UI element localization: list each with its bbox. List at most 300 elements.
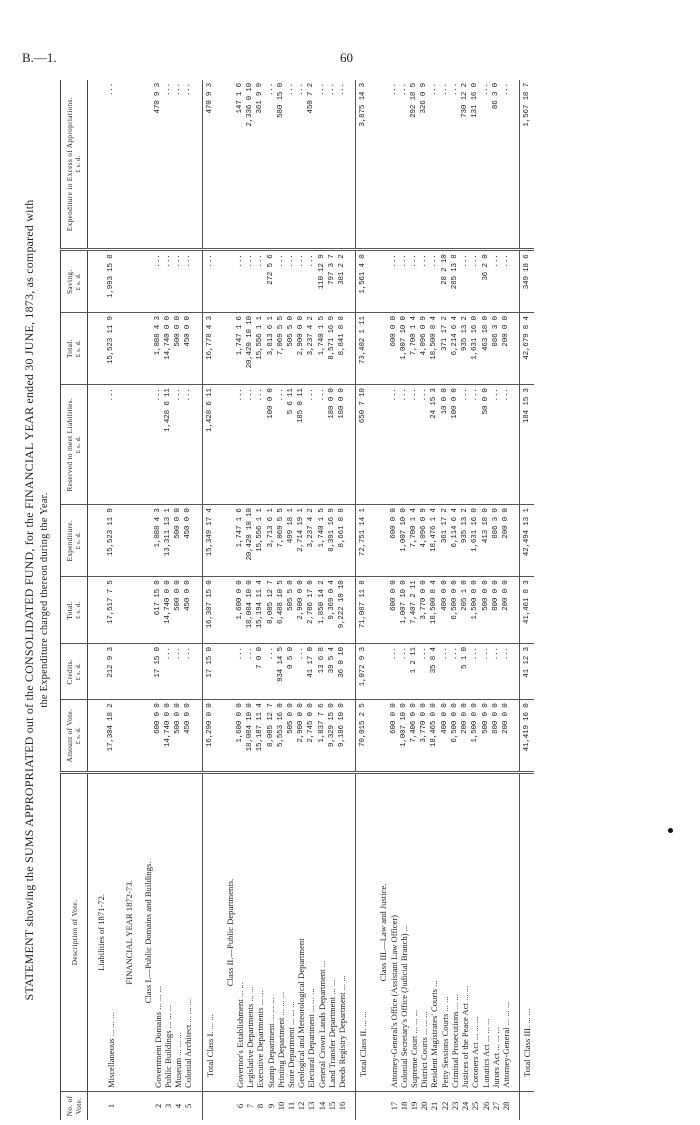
cell-reserved: 185 0 11	[296, 385, 306, 505]
cell-expenditure: 7,069 5 5	[276, 505, 286, 577]
cell-total2: 935 13 2	[460, 313, 470, 385]
empty-cell	[225, 505, 235, 577]
cell-expenditure: 361 17 2	[440, 505, 450, 577]
empty-cell	[124, 644, 134, 700]
spacer-cell	[135, 385, 143, 505]
total-amount: 16,290 0 0	[202, 700, 217, 773]
vote-number: 28	[500, 1101, 511, 1111]
cell-total2: 2,900 0 0	[296, 313, 306, 385]
empty-cell	[378, 385, 388, 505]
cell-credits: 13 6 8	[317, 644, 327, 700]
cell-total2: 14,740 0 0	[163, 313, 173, 385]
cell-amount: 450 0 0	[183, 700, 193, 773]
total-excess: 470 9 3	[202, 80, 217, 250]
vote-number: 11	[286, 1101, 297, 1111]
cell-reserved: 100 0 0	[266, 385, 276, 505]
table-row	[235, 80, 245, 1120]
cell-expenditure: 1,747 1 6	[235, 505, 245, 577]
cell-total: 9,369 0 4	[327, 577, 337, 644]
cell-total: 2,900 0 0	[296, 577, 306, 644]
cell-excess: ...	[286, 80, 296, 250]
spacer-row	[370, 80, 378, 1120]
empty-cell	[225, 385, 235, 505]
total-reserved: 1,428 6 11	[202, 385, 217, 505]
empty-cell	[124, 80, 134, 250]
page-reference: B.—1.	[22, 50, 57, 65]
cell-amount: 500 0 0	[173, 700, 183, 773]
cell-expenditure: 4,096 0 9	[419, 505, 429, 577]
vote-description: General Crown Lands Department ...	[317, 773, 327, 1092]
cell-expenditure: 200 0 0	[501, 505, 511, 577]
total-saving: 1,561 4 0	[356, 250, 371, 313]
cell-saving: 797 3 7	[327, 250, 337, 313]
cell-excess: 361 9 9	[255, 80, 265, 250]
cell-saving: ...	[153, 250, 163, 313]
spacer-cell	[217, 250, 225, 313]
cell-total: 18,500 8 4	[429, 577, 439, 644]
statement-title	[22, 80, 52, 1120]
total-label: Total Class II. ... ...	[356, 773, 371, 1092]
cell-expenditure: 1,740 1 5	[317, 505, 327, 577]
spacer-cell	[347, 80, 356, 250]
spacer-cell	[116, 1092, 124, 1121]
cell-total2: 6,214 6 4	[450, 313, 460, 385]
cell-total2: 500 0 0	[173, 313, 183, 385]
total-total: 41,461 8 3	[520, 577, 535, 644]
table-row	[106, 80, 116, 1120]
spacer-cell	[370, 773, 378, 1092]
section-heading: Class III.—Law and Justice.	[378, 773, 388, 1092]
empty-cell	[378, 505, 388, 577]
cell-expenditure: 1,631 16 0	[470, 505, 480, 577]
cell-excess: ...	[173, 80, 183, 250]
total-total2: 16,778 4 3	[202, 313, 217, 385]
empty-cell	[225, 700, 235, 773]
spacer-cell	[116, 385, 124, 505]
cell-credits: ...	[296, 644, 306, 700]
total-total: 16,307 15 0	[202, 577, 217, 644]
spacer-cell	[135, 250, 143, 313]
vote-description: Coroners Act ... ... ...	[470, 773, 480, 1092]
vote-description: Attorney-General's Office (Assistant Law Officer)	[389, 773, 399, 1092]
col-saving: Saving. £ s. d.	[61, 250, 88, 313]
spacer-cell	[370, 250, 378, 313]
vote-description: Museum ... ... ...	[173, 773, 183, 1092]
cell-total2: 463 18 0	[481, 313, 491, 385]
empty-cell	[143, 700, 153, 773]
empty-cell	[96, 313, 106, 385]
cell-amount: 500 0 0	[481, 700, 491, 773]
cell-total2: 1,740 1 5	[317, 313, 327, 385]
title-line-1: STATEMENT showing the SUMS APPROPRIATED out of the CONSOLIDATED FUND, for the FINANCIAL YEAR ended 30 JUNE, 1873, as compared with	[22, 199, 36, 1001]
spacer-cell	[511, 80, 520, 250]
vote-number: 19	[409, 1101, 420, 1111]
cell-reserved: ...	[501, 385, 511, 505]
cell-total: 1,600 0 0	[235, 577, 245, 644]
spacer-cell	[511, 505, 520, 577]
vote-no-cell	[96, 1092, 106, 1121]
spacer-cell	[347, 577, 356, 644]
cell-total: 400 0 0	[440, 577, 450, 644]
cell-total: 18,084 10 0	[245, 577, 255, 644]
cell-credits: ...	[163, 644, 173, 700]
cell-reserved: ...	[306, 385, 316, 505]
cell-total2: 8,571 16 9	[327, 313, 337, 385]
spacer-cell	[511, 577, 520, 644]
cell-credits: ...	[470, 644, 480, 700]
col-total-2: Total. £ s. d.	[61, 313, 88, 385]
spacer-cell	[370, 80, 378, 250]
empty-cell	[225, 80, 235, 250]
table-row	[440, 80, 450, 1120]
cell-total2: 7,069 5 5	[276, 313, 286, 385]
cell-reserved: ...	[317, 385, 327, 505]
vote-no-cell	[520, 1092, 535, 1121]
vote-description: Miscellaneous ... ... ...	[106, 773, 116, 1092]
cell-expenditure: 1,088 4 3	[153, 505, 163, 577]
cell-credits: 5 1 0	[460, 644, 470, 700]
cell-excess: 292 18 5	[409, 80, 419, 250]
spacer-cell	[511, 1092, 520, 1121]
cell-amount: 400 0 0	[440, 700, 450, 773]
table-row	[306, 80, 316, 1120]
total-reserved: 184 15 3	[520, 385, 535, 505]
spacer-cell	[217, 700, 225, 773]
cell-total2: 4,096 0 9	[419, 313, 429, 385]
cell-excess: ...	[327, 80, 337, 250]
table-row	[460, 80, 470, 1120]
cell-excess: 470 9 3	[153, 80, 163, 250]
cell-reserved: 24 15 3	[429, 385, 439, 505]
cell-amount: 1,600 0 0	[235, 700, 245, 773]
cell-total2: 1,007 10 0	[399, 313, 409, 385]
cell-excess: 450 7 2	[306, 80, 316, 250]
empty-cell	[378, 644, 388, 700]
ink-dot	[668, 828, 673, 833]
cell-excess: ...	[183, 80, 193, 250]
total-label: Total Class III. ... ...	[520, 773, 535, 1092]
cell-excess: ...	[429, 80, 439, 250]
cell-saving: ...	[409, 250, 419, 313]
cell-saving: 1,993 15 8	[106, 250, 116, 313]
cell-expenditure: 499 18 1	[286, 505, 296, 577]
cell-total: 1,850 14 2	[317, 577, 327, 644]
table-row	[163, 80, 173, 1120]
cell-reserved: ...	[173, 385, 183, 505]
empty-cell	[143, 577, 153, 644]
empty-cell	[225, 250, 235, 313]
vote-number: 8	[255, 1103, 266, 1109]
cell-total2: 505 5 0	[286, 313, 296, 385]
spacer-cell	[135, 577, 143, 644]
section-heading: Class II.—Public Departments.	[225, 773, 235, 1092]
cell-saving: ...	[399, 250, 409, 313]
spacer-row	[88, 80, 97, 1120]
total-excess: 1,567 18 7	[520, 80, 535, 250]
vote-number: 18	[398, 1101, 409, 1111]
spacer-cell	[217, 80, 225, 250]
spacer-cell	[370, 385, 378, 505]
cell-saving: 28 2 10	[440, 250, 450, 313]
vote-description: Criminal Prosecutions ... ...	[450, 773, 460, 1092]
cell-excess: ...	[399, 80, 409, 250]
empty-cell	[378, 80, 388, 250]
table-body	[88, 80, 535, 1120]
cell-total: 17,517 7 5	[106, 577, 116, 644]
cell-saving: ...	[245, 250, 255, 313]
cell-credits: 17 15 0	[153, 644, 163, 700]
cell-amount: 1,837 7 6	[317, 700, 327, 773]
vote-description: Electoral Department ... ... ...	[306, 773, 316, 1092]
spacer-cell	[217, 505, 225, 577]
cell-excess: 86 3 0	[491, 80, 501, 250]
spacer-cell	[116, 313, 124, 385]
spacer-cell	[347, 773, 356, 1092]
spacer-cell	[116, 505, 124, 577]
spacer-cell	[194, 250, 203, 313]
cell-expenditure: 7,700 1 4	[409, 505, 419, 577]
section-heading: Class I.—Public Domains and Buildings.	[143, 773, 153, 1092]
cell-saving: ...	[460, 250, 470, 313]
cell-total: 9,222 10 10	[337, 577, 347, 644]
spacer-cell	[88, 250, 97, 313]
cell-expenditure: 8,661 8 8	[337, 505, 347, 577]
vote-number: 26	[480, 1101, 491, 1111]
cell-excess: 326 0 9	[419, 80, 429, 250]
cell-credits: 39 5 4	[327, 644, 337, 700]
page-number: 60	[340, 50, 353, 65]
vote-number: 25	[470, 1101, 481, 1111]
cell-saving: ...	[501, 250, 511, 313]
cell-amount: 1,007 10 0	[399, 700, 409, 773]
spacer-cell	[116, 773, 124, 1092]
cell-expenditure: 935 13 2	[460, 505, 470, 577]
empty-cell	[124, 577, 134, 644]
cell-total: 15,194 11 4	[255, 577, 265, 644]
spacer-cell	[347, 505, 356, 577]
cell-amount: 15,187 11 4	[255, 700, 265, 773]
table-row	[317, 80, 327, 1120]
vote-number: 21	[429, 1101, 440, 1111]
cell-reserved: ...	[276, 385, 286, 505]
cell-reserved: 100 0 0	[450, 385, 460, 505]
cell-total: 2,786 17 0	[306, 577, 316, 644]
cell-amount: 18,084 10 0	[245, 700, 255, 773]
empty-cell	[143, 505, 153, 577]
cell-total2: 450 0 0	[183, 313, 193, 385]
cell-reserved: ...	[106, 385, 116, 505]
cell-total2: 20,420 10 10	[245, 313, 255, 385]
cell-reserved: ...	[389, 385, 399, 505]
cell-total2: 200 0 0	[501, 313, 511, 385]
section-class-1	[143, 80, 153, 1120]
cell-credits: 41 17 0	[306, 644, 316, 700]
cell-saving: ...	[276, 250, 286, 313]
col-description: Description of Vote.	[61, 773, 88, 1092]
cell-reserved: ...	[153, 385, 163, 505]
cell-expenditure: 18,476 1 4	[429, 505, 439, 577]
cell-credits: ...	[235, 644, 245, 700]
cell-reserved: 5 6 11	[286, 385, 296, 505]
spacer-cell	[135, 700, 143, 773]
cell-saving: ...	[286, 250, 296, 313]
spacer-row	[511, 80, 520, 1120]
cell-saving: ...	[429, 250, 439, 313]
vote-number: 10	[275, 1101, 286, 1111]
vote-no-cell	[356, 1092, 371, 1121]
cell-excess: ...	[450, 80, 460, 250]
vote-number: 7	[245, 1103, 256, 1109]
cell-reserved: 180 0 0	[327, 385, 337, 505]
spacer-cell	[116, 700, 124, 773]
cell-total: 450 0 0	[183, 577, 193, 644]
rotated-statement	[22, 80, 682, 1120]
col-amount: Amount of Vote. £ s. d.	[61, 700, 88, 773]
vote-number: 3	[163, 1103, 174, 1109]
vote-number: 16	[337, 1101, 348, 1111]
table-row	[296, 80, 306, 1120]
section-class-3	[378, 80, 388, 1120]
cell-expenditure: 3,237 4 2	[306, 505, 316, 577]
cell-saving: ...	[163, 250, 173, 313]
cell-expenditure: 886 3 0	[491, 505, 501, 577]
cell-total: 500 0 0	[481, 577, 491, 644]
vote-no-cell	[143, 1092, 153, 1121]
spacer-cell	[194, 644, 203, 700]
cell-saving: ...	[419, 250, 429, 313]
vote-number: 4	[173, 1103, 184, 1109]
empty-cell	[143, 644, 153, 700]
spacer-cell	[88, 505, 97, 577]
empty-cell	[225, 313, 235, 385]
spacer-cell	[116, 577, 124, 644]
cell-expenditure: 6,114 6 4	[450, 505, 460, 577]
spacer-cell	[135, 80, 143, 250]
cell-amount: 2,900 0 0	[296, 700, 306, 773]
col-expenditure: Expenditure. £ s. d.	[61, 505, 88, 577]
cell-saving: 110 12 9	[317, 250, 327, 313]
cell-reserved: 1,428 6 11	[163, 385, 173, 505]
vote-description: Colonial Architect ... ... ...	[183, 773, 193, 1092]
cell-credits: 36 0 10	[337, 644, 347, 700]
cell-credits: 35 8 4	[429, 644, 439, 700]
section-financial-year	[124, 80, 134, 1120]
cell-credits: ...	[245, 644, 255, 700]
table-row	[153, 80, 163, 1120]
cell-total: 14,740 0 0	[163, 577, 173, 644]
cell-amount: 600 0 0	[389, 700, 399, 773]
cell-amount: 18,465 0 0	[429, 700, 439, 773]
spacer-cell	[194, 577, 203, 644]
cell-reserved: ...	[235, 385, 245, 505]
empty-cell	[143, 80, 153, 250]
table-row	[491, 80, 501, 1120]
total-expenditure: 72,751 14 1	[356, 505, 371, 577]
total-total2: 73,402 1 11	[356, 313, 371, 385]
cell-credits: ...	[481, 644, 491, 700]
cell-reserved: ...	[460, 385, 470, 505]
spacer-row	[116, 80, 124, 1120]
vote-number: 22	[439, 1101, 450, 1111]
cell-expenditure: 2,714 19 1	[296, 505, 306, 577]
cell-amount: 600 0 0	[153, 700, 163, 773]
spacer-cell	[135, 644, 143, 700]
cell-total: 800 0 0	[491, 577, 501, 644]
spacer-cell	[370, 644, 378, 700]
cell-reserved: ...	[419, 385, 429, 505]
vote-description: Printing Department ... ... ...	[276, 773, 286, 1092]
empty-cell	[143, 250, 153, 313]
cell-total: 200 0 0	[501, 577, 511, 644]
spacer-cell	[511, 773, 520, 1092]
spacer-cell	[370, 505, 378, 577]
vote-description: District Courts ... ... ...	[419, 773, 429, 1092]
spacer-cell	[511, 644, 520, 700]
title-line-2: the Expenditure charged thereon during the Year.	[39, 492, 50, 708]
cell-excess: ...	[266, 80, 276, 250]
spacer-cell	[194, 505, 203, 577]
cell-reserved: ...	[399, 385, 409, 505]
empty-cell	[96, 505, 106, 577]
cell-excess: 580 15 0	[276, 80, 286, 250]
spacer-cell	[511, 313, 520, 385]
cell-credits: ...	[491, 644, 501, 700]
empty-cell	[124, 505, 134, 577]
cell-total: 617 15 0	[153, 577, 163, 644]
total-total: 71,087 11 8	[356, 577, 371, 644]
vote-description: Jurors Act ... ... ...	[491, 773, 501, 1092]
cell-amount: 200 0 0	[501, 700, 511, 773]
vote-description: Deeds Registry Department ... ...	[337, 773, 347, 1092]
vote-number: 27	[490, 1101, 501, 1111]
vote-number: 23	[449, 1101, 460, 1111]
cell-credits: 0 5 0	[286, 644, 296, 700]
spacer-cell	[194, 80, 203, 250]
cell-reserved: ...	[409, 385, 419, 505]
vote-description: Stamp Department ... ... ...	[266, 773, 276, 1092]
empty-cell	[225, 577, 235, 644]
cell-amount: 1,500 0 0	[470, 700, 480, 773]
total-saving: ...	[202, 250, 217, 313]
cell-credits: ...	[501, 644, 511, 700]
cell-expenditure: 600 0 0	[389, 505, 399, 577]
spacer-cell	[135, 505, 143, 577]
cell-total: 1,007 10 0	[399, 577, 409, 644]
vote-number: 9	[265, 1103, 276, 1109]
cell-credits: 1 2 11	[409, 644, 419, 700]
cell-total2: 1,631 16 0	[470, 313, 480, 385]
spacer-cell	[370, 1092, 378, 1121]
spacer-cell	[194, 773, 203, 1092]
spacer-row	[217, 80, 225, 1120]
cell-credits: 7 0 0	[255, 644, 265, 700]
vote-number: 14	[316, 1101, 327, 1111]
spacer-cell	[370, 577, 378, 644]
col-vote-no: No. of Vote.	[61, 1092, 88, 1121]
cell-reserved: ...	[491, 385, 501, 505]
table-row	[481, 80, 491, 1120]
cell-reserved: ...	[470, 385, 480, 505]
vote-number: 15	[326, 1101, 337, 1111]
vote-no-cell	[124, 1092, 134, 1121]
spacer-cell	[217, 313, 225, 385]
table-row	[450, 80, 460, 1120]
cell-saving: ...	[255, 250, 265, 313]
spacer-cell	[217, 644, 225, 700]
cell-total: 7,407 2 11	[409, 577, 419, 644]
section-heading: Liabilities of 1871-72.	[96, 773, 106, 1092]
empty-cell	[225, 644, 235, 700]
